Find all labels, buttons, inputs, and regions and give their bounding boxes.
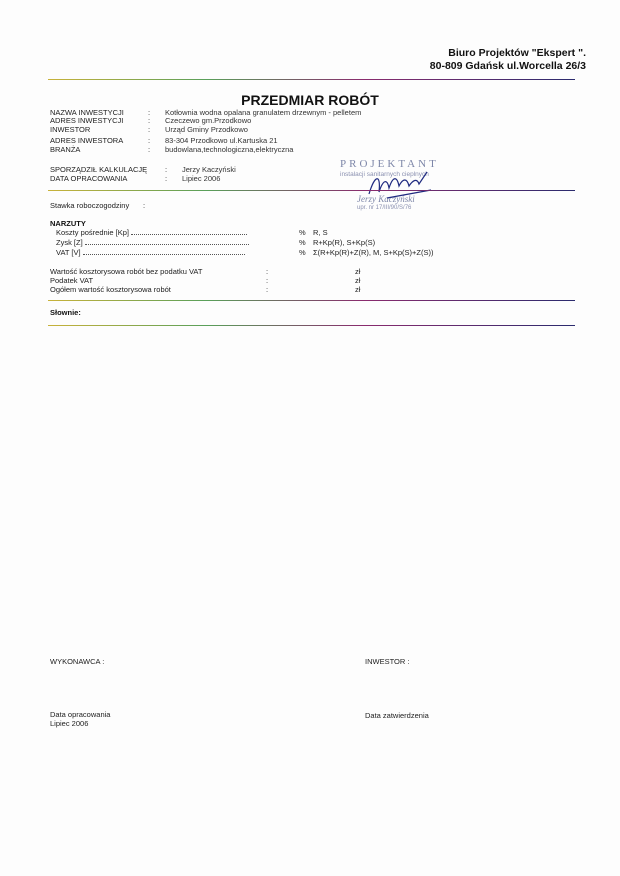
total-label: Ogółem wartość kosztorysowa robót <box>50 285 171 294</box>
info-label: BRANŻA <box>50 145 81 154</box>
total-unit: zł <box>355 285 361 294</box>
total-sep: : <box>266 276 269 285</box>
stamp-subtitle: instalacji sanitarnych cieplnych <box>340 171 429 178</box>
approval-date-label: Data zatwierdzenia <box>365 711 429 720</box>
info-value: budowlana,technologiczna,elektryczna <box>165 145 294 154</box>
total-sep: : <box>266 267 269 276</box>
stamp-name: Jerzy Kaczyński <box>357 194 415 204</box>
info-value: 83-304 Przodkowo ul.Kartuska 21 <box>165 136 278 145</box>
words-rule <box>48 325 575 326</box>
prepared-sep: : <box>165 174 168 183</box>
info-sep: : <box>148 108 151 117</box>
prepared-sep: : <box>165 165 168 174</box>
info-value: Urząd Gminy Przodkowo <box>165 125 248 134</box>
surcharge-formula: Σ(R+Kp(R)+Z(R), M, S+Kp(S)+Z(S)) <box>313 248 434 257</box>
surcharge-unit: % <box>299 228 306 237</box>
prep-date-label: Data opracowania <box>50 710 111 719</box>
surcharge-label: Koszty pośrednie [Kp] <box>56 228 247 237</box>
surcharge-formula: R+Kp(R), S+Kp(S) <box>313 238 376 247</box>
total-label: Podatek VAT <box>50 276 94 285</box>
totals-rule <box>48 300 575 301</box>
info-label: ADRES INWESTYCJI <box>50 116 124 125</box>
total-sep: : <box>266 285 269 294</box>
surcharge-unit: % <box>299 238 306 247</box>
surcharge-formula: R, S <box>313 228 328 237</box>
info-label: INWESTOR <box>50 125 91 134</box>
info-label: NAZWA INWESTYCJI <box>50 108 124 117</box>
info-value: Kotłownia wodna opalana granulatem drzewnym - pelletem <box>165 108 362 117</box>
rate-sep: : <box>143 201 146 210</box>
info-value: Czeczewo gm.Przodkowo <box>165 116 252 125</box>
surcharge-unit: % <box>299 248 306 257</box>
company-name: Biuro Projektów "Ekspert ". <box>448 47 586 59</box>
signature-graphic <box>365 168 435 204</box>
surcharge-label: VAT [V] <box>56 248 245 257</box>
info-label: ADRES INWESTORA <box>50 136 124 145</box>
designer-stamp <box>335 158 475 216</box>
info-sep: : <box>148 116 151 125</box>
words-label: Słownie: <box>50 308 81 317</box>
total-unit: zł <box>355 267 361 276</box>
investor-label: INWESTOR : <box>365 657 410 666</box>
stamp-license: upr. nr 17/III/90/S/76 <box>357 205 412 211</box>
document-title: PRZEDMIAR ROBÓT <box>241 92 379 108</box>
prepared-label: SPORZĄDZIŁ KALKULACJĘ <box>50 165 148 174</box>
total-label: Wartość kosztorysowa robót bez podatku VAT <box>50 267 203 276</box>
header-rule <box>48 79 575 80</box>
info-sep: : <box>148 145 151 154</box>
info-sep: : <box>148 136 151 145</box>
prep-date-value: Lipiec 2006 <box>50 719 89 728</box>
rate-label: Stawka roboczogodziny <box>50 201 130 210</box>
surcharge-label: Zysk [Z] <box>56 238 249 247</box>
stamp-title: PROJEKTANT <box>340 158 439 170</box>
prepared-value: Lipiec 2006 <box>182 174 221 183</box>
info-sep: : <box>148 125 151 134</box>
total-unit: zł <box>355 276 361 285</box>
surcharges-heading: NARZUTY <box>50 219 86 228</box>
section-rule <box>48 190 575 191</box>
prepared-value: Jerzy Kaczyński <box>182 165 236 174</box>
company-address: 80-809 Gdańsk ul.Worcella 26/3 <box>429 60 586 72</box>
prepared-label: DATA OPRACOWANIA <box>50 174 128 183</box>
contractor-label: WYKONAWCA : <box>50 657 105 666</box>
